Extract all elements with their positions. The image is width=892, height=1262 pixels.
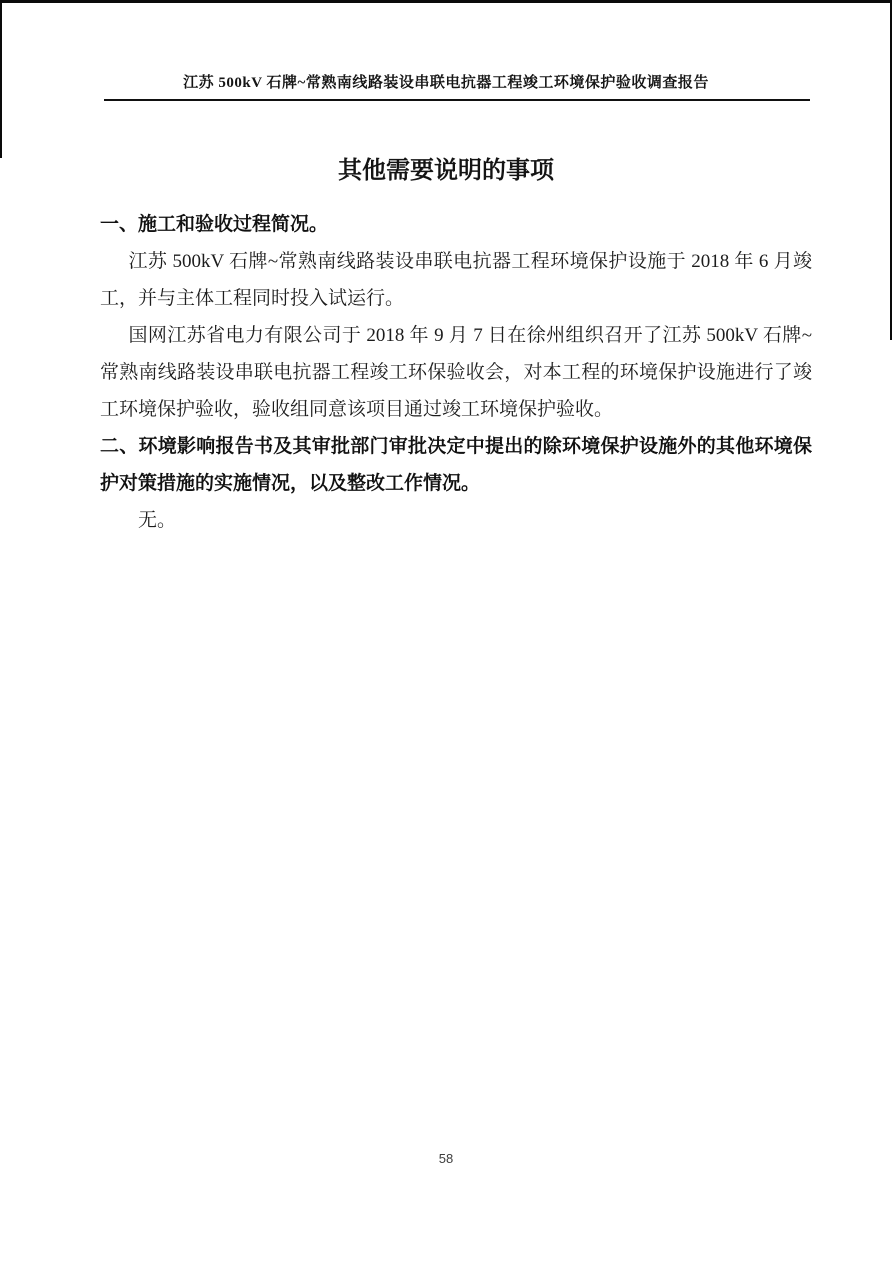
- scan-border-top: [0, 0, 892, 3]
- section-1-heading: 一、施工和验收过程简况。: [100, 214, 329, 235]
- section-2-paragraph-1: 无。: [138, 510, 177, 531]
- header-rule-line: [104, 99, 810, 101]
- running-header: 江苏 500kV 石牌~常熟南线路装设串联电抗器工程竣工环境保护验收调查报告: [183, 75, 709, 91]
- document-body: [100, 206, 812, 539]
- section-2-heading: 二、环境影响报告书及其审批部门审批决定中提出的除环境保护设施外的其他环境保护对策措施的实施情况，以及整改工作情况。: [100, 436, 812, 494]
- page-title: 其他需要说明的事项: [338, 158, 554, 184]
- section-1-paragraph-2: 国网江苏省电力有限公司于 2018 年 9 月 7 日在徐州组织召开了江苏 500kV 石牌~常熟南线路装设串联电抗器工程竣工环保验收会，对本工程的环境保护设施进行了竣工环境保护验收，验收组同意该项目通过竣工环境保护验收。: [100, 325, 812, 420]
- section-1-paragraph-1: 江苏 500kV 石牌~常熟南线路装设串联电抗器工程环境保护设施于 2018 年 6 月竣工，并与主体工程同时投入试运行。: [100, 251, 812, 309]
- page-number: 58: [438, 1151, 454, 1166]
